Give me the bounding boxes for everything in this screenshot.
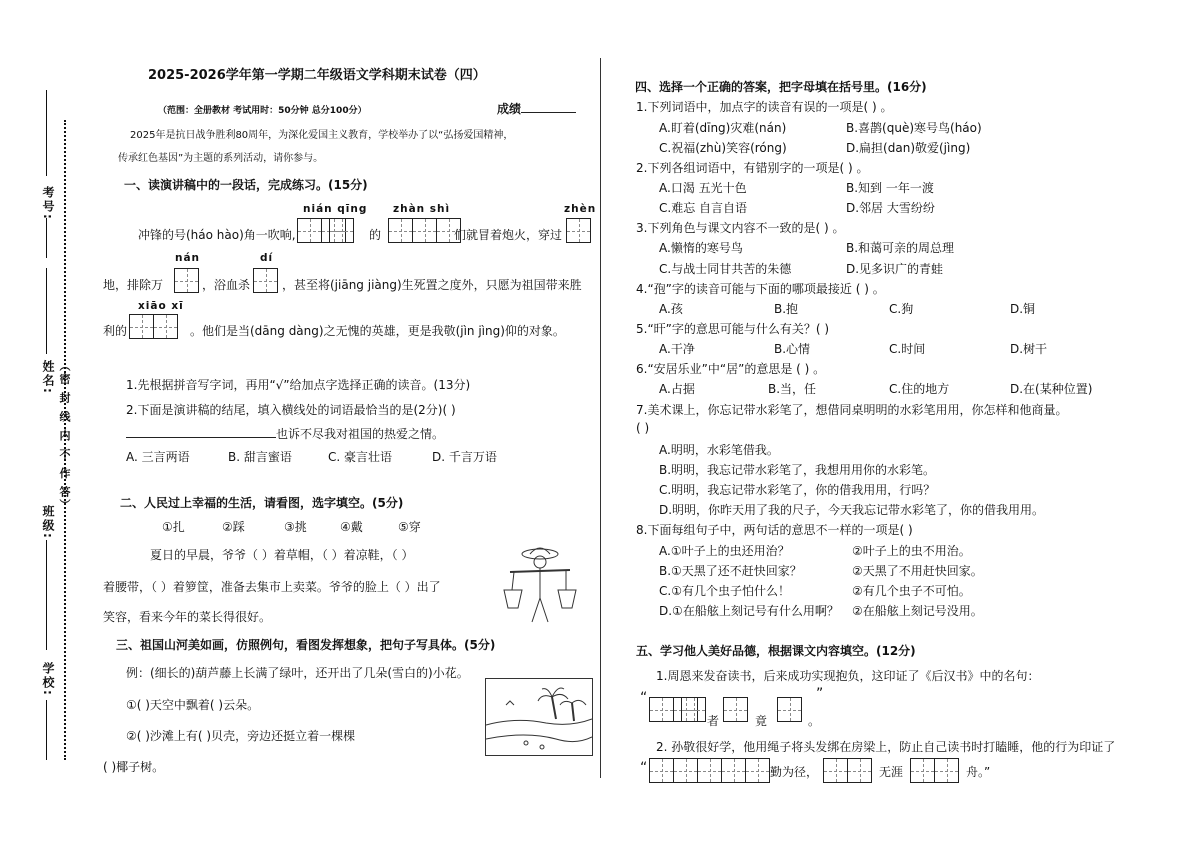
class-line	[46, 540, 47, 650]
s1-q2b-text: 也诉不尽我对祖国的热爱之情。	[276, 427, 445, 441]
s4-q8-d2: ②在船舷上刻记号没用。	[852, 604, 983, 618]
s4-q6-c: C.住的地方	[889, 382, 950, 396]
s2-choice-4: ④戴	[340, 520, 363, 534]
grid-box[interactable]	[823, 758, 848, 783]
answer-grid-shi[interactable]	[723, 697, 747, 722]
s2-choice-1: ①扎	[162, 520, 185, 534]
s1-line1-a: 冲锋的号(háo hào)角一吹响,	[138, 228, 296, 242]
s1-option-d: D. 千言万语	[432, 450, 497, 464]
s2-choice-2: ②踩	[222, 520, 245, 534]
s5-q2-b: 无涯	[879, 765, 904, 779]
s4-q2: 2.下列各组词语中，有错别字的一项是( ) 。	[636, 161, 869, 175]
grid-box[interactable]	[649, 758, 674, 783]
s4-q6-a: A.占据	[659, 382, 695, 396]
grid-box[interactable]	[153, 314, 178, 339]
s1-question-2: 2.下面是演讲稿的结尾，填入横线处的词语最恰当的是(2分)( )	[126, 403, 456, 417]
s1-line2-c: ，甚至将(jiāng jiàng)生死置之度外，只愿为祖国带来胜	[282, 278, 582, 292]
s4-q5-a: A.干净	[659, 342, 695, 356]
s4-q7: 7.美术课上，你忘记带水彩笔了，想借同桌明明的水彩笔用用，你怎样和他商量。	[636, 403, 1068, 417]
pinyin-nan: nán	[175, 252, 201, 264]
name-label: 姓名:	[41, 360, 55, 395]
grid-box[interactable]	[649, 697, 674, 722]
s4-q2-c: C.难忘 自言自语	[659, 201, 748, 215]
s4-q4-a: A.孩	[659, 302, 683, 316]
s4-q6-b: B.当，任	[768, 382, 817, 396]
s4-q3-c: C.与战士同甘共苦的朱德	[659, 262, 792, 276]
s1-question-2b	[126, 425, 444, 442]
s1-line3-a: 利的	[103, 324, 128, 338]
section-3-heading: 三、祖国山河美如画，仿照例句，看图发挥想象，把句子写具体。(5分)	[116, 638, 496, 652]
grid-box[interactable]	[934, 758, 959, 783]
beach-illustration	[485, 678, 593, 756]
grid-box[interactable]	[777, 697, 802, 722]
pinyin-di: dí	[260, 252, 274, 264]
section-2-heading: 二、人民过上幸福的生活，请看图，选字填空。(5分)	[120, 496, 404, 510]
s1-line1-b: 的	[369, 228, 382, 242]
answer-grid-nan[interactable]	[174, 268, 198, 293]
s1-question-1: 1.先根据拼音写字词，再用“√”给加点字选择正确的读音。(13分)	[126, 378, 471, 392]
s1-line1-c: 们就冒着炮火，穿过	[454, 228, 563, 242]
s2-para-1: 夏日的早晨，爷爷（ ）着草帽，（ ）着凉鞋，（ ）	[150, 548, 414, 562]
s4-q7-c: C.明明，我忘记带水彩笔了，你的借我用用，行吗？	[659, 483, 936, 497]
score-label-text: 成绩	[497, 102, 522, 116]
section-5-heading: 五、学习他人美好品德，根据课文内容填空。(12分)	[636, 644, 916, 658]
grid-box[interactable]	[129, 314, 154, 339]
s4-q7-a: A.明明，水彩笔借我。	[659, 443, 779, 457]
s5-q2-c: 舟。”	[966, 765, 991, 779]
grid-box[interactable]	[723, 697, 748, 722]
s1-option-a: A. 三言两语	[126, 450, 190, 464]
s4-q7-blank: ( )	[636, 421, 650, 435]
section-1-heading: 一、读演讲稿中的一段话，完成练习。(15分)	[124, 178, 368, 192]
s2-choice-3: ③挑	[284, 520, 307, 534]
seal-dotted-line	[64, 120, 66, 760]
seal-note: （密 封 线 内 不 作 答）	[58, 360, 71, 512]
answer-grid-xuehai[interactable]	[823, 758, 871, 783]
intro-line-1: 2025年是抗日战争胜利80周年，为深化爱国主义教育，学校举办了以“弘扬爱国精神，	[130, 130, 514, 141]
s4-q8-b1: B.①天黑了还不赶快回家？	[659, 564, 802, 578]
exam-meta: （范围：全册教材 考试用时：50分钟 总分100分）	[158, 106, 367, 116]
s4-q3: 3.下列角色与课文内容不一致的是( ) 。	[636, 221, 845, 235]
s3-line-3: ( )椰子树。	[103, 760, 165, 774]
grid-box[interactable]	[329, 218, 354, 243]
s4-q5-c: C.时间	[889, 342, 926, 356]
s4-q1-a: A.盯着(dīng)灾难(nán)	[659, 121, 787, 135]
score-field[interactable]	[521, 112, 576, 113]
pinyin-nianqing: nián qīng	[303, 203, 368, 215]
grid-box[interactable]	[174, 268, 199, 293]
name-line	[46, 268, 47, 354]
column-divider	[600, 58, 601, 778]
s5-q1: 1.周恩来发奋读书，后来成功实现抱负，这印证了《后汉书》中的名句：	[656, 669, 1040, 683]
intro-line-2: 传承红色基因”为主题的系列活动，请你参与。	[118, 153, 324, 164]
grid-box[interactable]	[721, 758, 746, 783]
s4-q1-c: C.祝福(zhù)笑容(róng)	[659, 141, 787, 155]
score-label	[497, 100, 576, 117]
s4-q2-a: A.口渴 五光十色	[659, 181, 747, 195]
grid-box[interactable]	[697, 758, 722, 783]
s5-q1-end: 。	[808, 714, 821, 728]
farmer-illustration	[500, 540, 580, 630]
pinyin-xiaoxi: xiāo xī	[138, 300, 184, 312]
s4-q8-c2: ②有几个虫子不可怕。	[852, 584, 971, 598]
s2-para-3: 笑容，看来今年的菜长得很好。	[103, 610, 272, 624]
s3-line-1: ①( )天空中飘着( )云朵。	[126, 698, 260, 712]
s1-option-b: B. 甜言蜜语	[228, 450, 292, 464]
s5-q1-zhe: 者	[707, 714, 720, 728]
s4-q3-b: B.和蔼可亲的周总理	[846, 241, 955, 255]
exam-title: 2025-2026学年第一学期二年级语文学科期末试卷（四）	[148, 68, 486, 83]
s5-q2-a: 勤为径，	[770, 765, 819, 779]
s5-q2-open-quote: “	[640, 760, 648, 776]
s4-q8-d1: D.①在船舷上刻记号有什么用啊？	[659, 604, 839, 618]
answer-grid-shushan[interactable]	[649, 758, 769, 783]
s4-q4-c: C.狗	[889, 302, 914, 316]
grid-box[interactable]	[673, 758, 698, 783]
s3-line-2: ②( )沙滩上有( )贝壳，旁边还挺立着一棵棵	[126, 729, 356, 743]
s4-q3-d: D.见多识广的青蛙	[846, 262, 944, 276]
s5-q1-open-quote: “	[640, 690, 648, 706]
s4-q8-b2: ②天黑了不用赶快回家。	[852, 564, 983, 578]
s4-q1-d: D.扁担(dan)敬爱(jìng)	[846, 141, 971, 155]
answer-grid-kuzuo[interactable]	[910, 758, 958, 783]
s4-q4-d: D.铜	[1010, 302, 1036, 316]
grid-box[interactable]	[412, 218, 437, 243]
pinyin-zhen: zhèn	[564, 203, 597, 215]
s1-line2-b: ，浴血杀	[202, 278, 251, 292]
s3-example: 例：(细长的)葫芦藤上长满了绿叶，还开出了几朵(雪白的)小花。	[126, 666, 469, 680]
school-line	[46, 700, 47, 760]
school-label: 学校:	[41, 662, 55, 697]
s4-q7-b: B.明明，我忘记带水彩笔了，我想用用你的水彩笔。	[659, 463, 936, 477]
grid-box[interactable]	[253, 268, 278, 293]
exam-number-line-lower	[46, 218, 47, 258]
s4-q8-c1: C.①有几个虫子怕什么！	[659, 584, 790, 598]
s4-q8: 8.下面每组句子中，两句话的意思不一样的一项是( )	[636, 523, 913, 537]
s1-option-c: C. 豪言壮语	[328, 450, 393, 464]
answer-grid-zhanshi[interactable]	[388, 218, 460, 243]
s5-q1-jing: 竟	[755, 714, 768, 728]
s4-q1: 1.下列词语中，加点字的读音有误的一项是( ) 。	[636, 100, 893, 114]
exam-number-line	[46, 90, 47, 176]
pinyin-zhanshi: zhàn shì	[393, 203, 451, 215]
s5-q2: 2. 孙敬很好学，他用绳子将头发绑在房梁上，防止自己读书时打瞌睡，他的行为印证了	[656, 740, 1116, 754]
grid-box[interactable]	[297, 218, 322, 243]
answer-grid-zhen[interactable]	[566, 218, 590, 243]
s4-q1-b: B.喜鹊(què)寒号鸟(háo)	[846, 121, 982, 135]
s4-q5-d: D.树干	[1010, 342, 1048, 356]
s4-q7-d: D.明明，你昨天用了我的尺子，今天我忘记带水彩笔了，你的借我用用。	[659, 503, 1045, 517]
answer-grid-youzhi-2[interactable]	[681, 697, 705, 722]
grid-box[interactable]	[566, 218, 591, 243]
s2-para-2: 着腰带，（ ）着箩筐，准备去集市上卖菜。爷爷的脸上（ ）出了	[103, 580, 441, 594]
grid-box[interactable]	[745, 758, 770, 783]
s4-q8-a2: ②叶子上的虫不用治。	[852, 544, 971, 558]
section-4-heading: 四、选择一个正确的答案，把字母填在括号里。(16分)	[635, 80, 927, 94]
answer-grid-di[interactable]	[253, 268, 277, 293]
grid-box[interactable]	[910, 758, 935, 783]
s2-choice-5: ⑤穿	[398, 520, 421, 534]
s4-q5-b: B.心情	[774, 342, 811, 356]
s4-q3-a: A.懒惰的寒号鸟	[659, 241, 743, 255]
answer-grid-nianqing-2[interactable]	[329, 218, 353, 243]
s4-q4: 4.“孢”字的读音可能与下面的哪项最接近 ( ) 。	[636, 282, 885, 296]
s5-q1-close-quote: ”	[816, 686, 824, 702]
exam-number-label: 考号:	[41, 186, 55, 221]
grid-box[interactable]	[681, 697, 706, 722]
answer-grid-xiaoxi[interactable]	[129, 314, 177, 339]
class-label: 班级:	[41, 505, 55, 540]
s1-line2-a: 地，排除万	[103, 278, 164, 292]
s1-line3-b: 。他们是当(dāng dàng)之无愧的英雄，更是我敬(jìn jìng)仰的对象。	[190, 324, 565, 338]
answer-grid-cheng[interactable]	[777, 697, 801, 722]
s4-q6-d: D.在(某种位置)	[1010, 382, 1093, 396]
s4-q4-b: B.抱	[774, 302, 799, 316]
s4-q2-b: B.知到 一年一渡	[846, 181, 934, 195]
grid-box[interactable]	[847, 758, 872, 783]
grid-box[interactable]	[388, 218, 413, 243]
blank-line[interactable]	[126, 437, 276, 438]
s4-q2-d: D.邻居 大雪纷纷	[846, 201, 935, 215]
s4-q6: 6.“安居乐业”中“居”的意思是 ( ) 。	[636, 362, 826, 376]
s4-q8-a1: A.①叶子上的虫还用治？	[659, 544, 790, 558]
s4-q5: 5.“旰”字的意思可能与什么有关？( )	[636, 322, 830, 336]
